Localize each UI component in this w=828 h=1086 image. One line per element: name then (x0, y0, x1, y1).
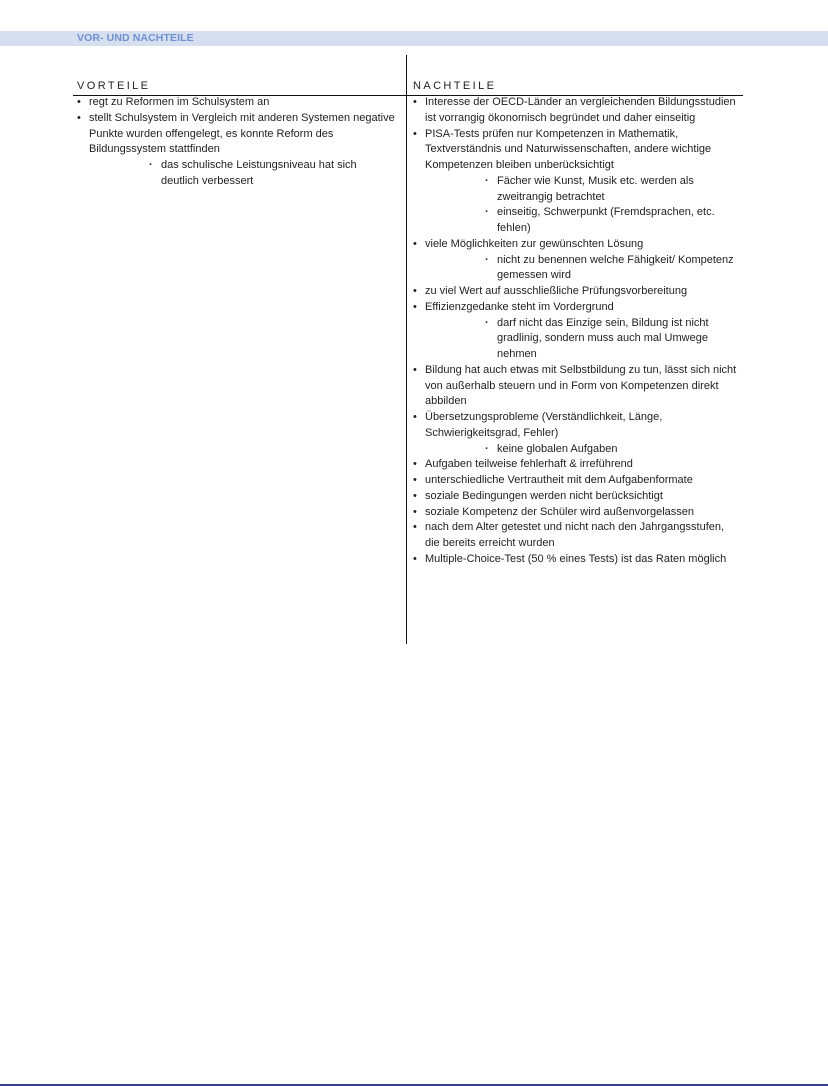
list-item: • Aufgaben teilweise fehlerhaft & irreführend (413, 457, 738, 473)
list-item: • soziale Bedingungen werden nicht berücksichtigt (413, 489, 738, 505)
list-item: • Bildung hat auch etwas mit Selbstbildung zu tun, lässt sich nicht von außerhalb steuern und in Form von Kompetenzen direkt abbilden (413, 363, 738, 410)
list-item: • regt zu Reformen im Schulsystem an (77, 95, 397, 111)
list-item: • zu viel Wert auf ausschließliche Prüfungsvorbereitung (413, 284, 738, 300)
list-item: • stellt Schulsystem in Vergleich mit anderen Systemen negative Punkte wurden offengelegt, es konnte Reform des Bildungssystem stattfinden (77, 111, 397, 158)
sub-list-item: · das schulische Leistungsniveau hat sich deutlich verbessert (77, 158, 397, 190)
disadvantages-heading: NACHTEILE (413, 80, 497, 92)
sub-list-item: · Fächer wie Kunst, Musik etc. werden als zweitrangig betrachtet (413, 174, 738, 206)
list-item: • Interesse der OECD-Länder an vergleichenden Bildungsstudien ist vorrangig ökonomisch begründet und daher einseitig (413, 95, 738, 127)
section-title: VOR- UND NACHTEILE (77, 32, 194, 44)
sub-list-item: · keine globalen Aufgaben (413, 442, 738, 458)
list-item: • unterschiedliche Vertrautheit mit dem Aufgabenformate (413, 473, 738, 489)
list-item: • Übersetzungsprobleme (Verständlichkeit, Länge, Schwierigkeitsgrad, Fehler) (413, 410, 738, 442)
sub-list-item: · darf nicht das Einzige sein, Bildung ist nicht gradlinig, sondern muss auch mal Umwege nehmen (413, 316, 738, 363)
advantages-list (77, 95, 397, 190)
column-divider (406, 55, 407, 644)
list-item: • nach dem Alter getestet und nicht nach den Jahrgangsstufen, die bereits erreicht wurden (413, 520, 738, 552)
advantages-heading: VORTEILE (77, 80, 151, 92)
sub-list-item: · nicht zu benennen welche Fähigkeit/ Kompetenz gemessen wird (413, 253, 738, 285)
list-item: • viele Möglichkeiten zur gewünschten Lösung (413, 237, 738, 253)
disadvantages-list (413, 95, 738, 568)
sub-list-item: · einseitig, Schwerpunkt (Fremdsprachen, etc. fehlen) (413, 205, 738, 237)
list-item: • soziale Kompetenz der Schüler wird außenvorgelassen (413, 505, 738, 521)
list-item: • PISA-Tests prüfen nur Kompetenzen in Mathematik, Textverständnis und Naturwissenschaften, andere wichtige Kompetenzen bleiben unberücksichtigt (413, 127, 738, 174)
list-item: • Effizienzgedanke steht im Vordergrund (413, 300, 738, 316)
list-item: • Multiple-Choice-Test (50 % eines Tests) ist das Raten möglich (413, 552, 738, 568)
